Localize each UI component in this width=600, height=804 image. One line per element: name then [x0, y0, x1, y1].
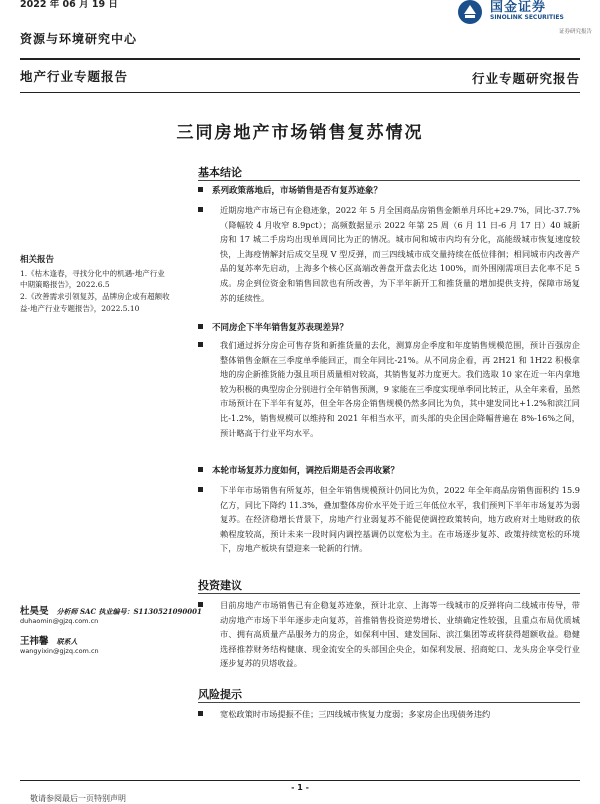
bullet-heading-3: 本轮市场复苏力度如何，调控后期是否会再收紧？ — [198, 464, 399, 476]
paragraph-2: 我们通过拆分房企可售存货和新推货量的去化，测算房企季度和年度销售规模范围，预计百强房企整体销售金额在三季度单季能回正，而全年同比-21%。从不同房企看，再 2H21 和 1H22 积极拿地的房企新推货能力强且项目质量相对较高，其销售复苏力度更大。我们选取 10 家在近一年内拿地较为积极的典型房企分别进行全年销售预测，9 家能在三季度实现单季同比转正，从全年来看，虽然市场预计在下半年有复苏，但全年各房企销售规模仍然多同比为负，其中建发同比+1.2%和滨江同比-1.2%，销售规模可以维持和 2021 年相当水平，而头部的央企国企降幅普遍在 8%-16%之间，预计略高于行业平均水平。 — [198, 338, 580, 440]
report-type-left: 地产行业专题报告 — [20, 69, 129, 84]
bullet-square-icon — [198, 467, 203, 472]
logo-subtitle: 证券研究报告 — [558, 29, 592, 35]
section-heading-investment: 投资建议 — [198, 579, 242, 592]
research-department: 资源与环境研究中心 — [20, 32, 138, 46]
analyst-role: 联系人 — [56, 637, 78, 646]
bullet-square-icon — [198, 487, 203, 492]
section-heading-conclusion: 基本结论 — [198, 166, 242, 179]
bullet-square-icon — [198, 324, 203, 329]
analyst-name: 杜昊旻 — [20, 606, 49, 617]
related-report-item[interactable]: 2.《改善需求引领复苏，品牌房企或有超额收益-地产行业专题报告》，2022.5.10 — [20, 292, 170, 313]
analyst-2-email[interactable]: wangyixin@gjzq.com.cn — [20, 647, 99, 655]
paragraph-1: 近期房地产市场已有企稳迹象，2022 年 5 月全国商品房销售金额单月环比+29.7%，同比-37.7%（降幅较 4 月收窄 8.9pct）；高频数据显示 2022 年第 25 周（6 月 11 日-6 月 17 日）40 城新房和 17 城二手房均出现单周同比为正的情况。城市间和城市内均有分化，高能级城市恢复速度较快，上海疫情解封后成交呈现 V 型反弹，而三四线城市成交量持续在低位徘徊；相同城市内改善产品的复苏率先启动，上海多个核心区高端改善盘开盘去化达 100%，而外围刚需项目去化率不足 5 成。房企到位资金和销售回款也有所改善，为下半年新开工和推货量的增加提供支持，保障市场复苏的延续性。 — [198, 203, 580, 305]
report-type-right: 行业专题研究报告 — [471, 71, 580, 86]
logo-name-cn: 国金证券 — [490, 0, 547, 15]
analyst-1 — [20, 603, 202, 617]
related-reports-heading: 相关报告 — [20, 255, 55, 265]
section-rule-conclusion — [198, 180, 580, 181]
report-title: 三同房地产市场销售复苏情况 — [176, 123, 424, 143]
related-report-item[interactable]: 1.《枯木逢春，寻找分化中的机遇-地产行业中期策略报告》，2022.6.5 — [20, 269, 165, 290]
report-date: 2022 年 06 月 19 日 — [20, 0, 118, 10]
analyst-role: 分析师 SAC 执业编号：S1130521090001 — [56, 607, 202, 616]
section-rule-risk — [198, 702, 580, 703]
analyst-1-email[interactable]: duhaomin@gjzq.com.cn — [20, 617, 99, 625]
analyst-2 — [20, 633, 78, 647]
header-rule-bottom — [20, 92, 580, 93]
logo-mark-icon — [456, 0, 484, 26]
bullet-heading-1: 系列政策落地后，市场销售是否有复苏迹象？ — [198, 184, 382, 196]
bullet-square-icon — [198, 342, 203, 347]
bullet-square-icon — [198, 711, 203, 716]
paragraph-3: 下半年市场销售有所复苏，但全年销售规模预计仍同比为负，2022 年全年商品房销售面积约 15.9 亿方，同比下降约 11.3%，叠加整体房价水平处于近三年低位水平，我们预判下半年市场复苏为弱复苏。在经济稳增长背景下，房地产行业弱复苏不能促使调控政策转向，地方政府对土地财政的依赖程度较高，预计未来一段时间内调控基调仍以宽松为主。在市场逐步复苏、政策持续宽松的环境下，房地产板块有望迎来一轮新的行情。 — [198, 483, 580, 556]
bullet-square-icon — [198, 187, 203, 192]
analyst-name: 王祎馨 — [20, 636, 49, 647]
bullet-heading-2: 不同房企下半年销售复苏表现差异？ — [198, 321, 348, 333]
paragraph-4: 目前房地产市场销售已有企稳复苏迹象，预计北京、上海等一线城市的反弹将向二线城市传导，带动房地产市场下半年逐步走向复苏，首推销售投资逆势增长、业绩确定性较强，且重点布局优质城市、拥有高质量产品服务力的房企，如保利中国、建发国际、滨江集团等或将获得超额收益。稳健选择推荐财务结构健康、现金流安全的头部国企央企，如保利发展、招商蛇口、龙头房企享受行业逐步复苏的贝塔收益。 — [198, 598, 580, 671]
paragraph-5: 宽松政策时市场提振不佳；三四线城市恢复力度弱；多家房企出现债务违约 — [198, 707, 580, 722]
company-logo — [456, 0, 596, 40]
section-heading-risk: 风险提示 — [198, 688, 242, 701]
section-rule-investment — [198, 593, 580, 594]
logo-name-en: SINOLINK SECURITIES — [490, 14, 564, 21]
related-reports-list — [20, 268, 170, 315]
footer-rule — [20, 780, 580, 781]
bullet-square-icon — [198, 207, 203, 212]
footer-disclaimer: 敬请参阅最后一页特别声明 — [30, 794, 126, 803]
header-rule-top — [20, 58, 580, 60]
page-number: - 1 - — [291, 783, 309, 792]
